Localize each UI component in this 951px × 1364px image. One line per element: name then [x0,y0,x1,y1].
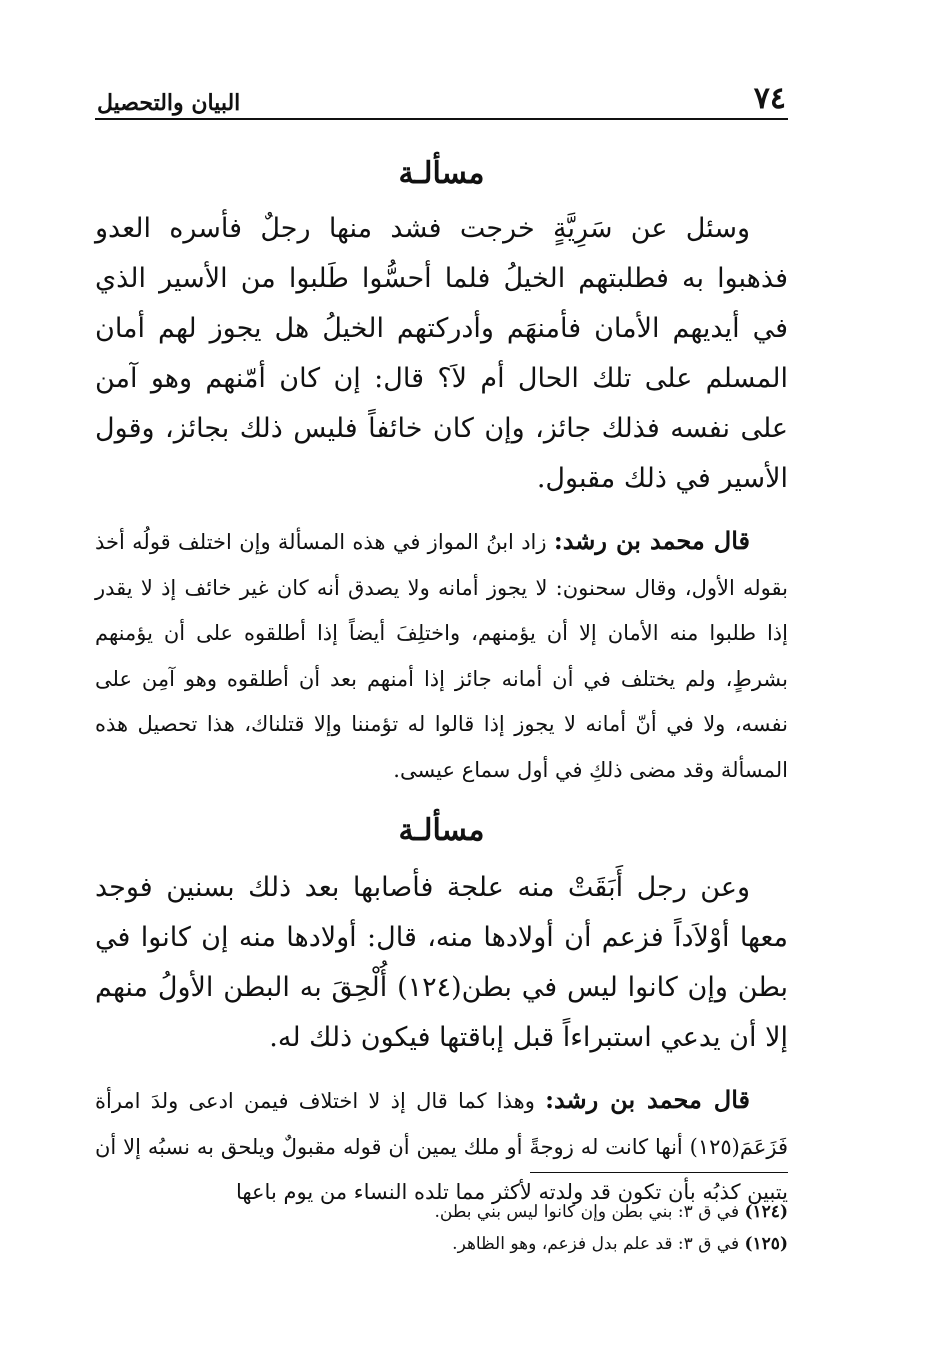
question-text: وسئل عن سَرِيَّةٍ خرجت فشد منها رجلٌ فأسره العدو فذهبوا به فطلبتهم الخيلُ فلما أحسُّوا طَلبوا من الأسير الذي في أيديهم الأمان فأمنهَم وأدركتهم الخيلُ هل يجوز لهم أمان المسلم على تلك الحال أم لاَ؟ قال: إن كان أمّنهم وهو آمن على نفسه فذلك جائز، وإن كان خائفاً فليس ذلك بجائز، وقول الأسير في ذلك مقبول. [95,213,788,494]
footnote-item [308,1228,788,1260]
question-text: وعن رجل أَبَقَتْ منه علجة فأصابها بعد ذلك بسنين فوجد معها أوْلاَداً فزعم أن أولادها منه، قال: أولادها منه إن كانوا في بطن وإن كانوا ليس في بطن(١٢٤) أُلْحِقَ به البطن الأولُ منهم إلا أن يدعي استبراءاً قبل إباقتها فيكون ذلك له. [95,872,788,1053]
question-paragraph [95,204,788,504]
footnote-text: في ق ٣: بني بطن وإن كانوا ليس بني بطن. [434,1202,740,1222]
commentary-paragraph [95,1077,788,1216]
footnote-divider [530,1172,788,1173]
book-page [95,70,788,1216]
commentary-text: وهذا كما قال إذ لا اختلاف فيمن ادعى ولدَ امرأة فَزَعَمَ(١٢٥) أنها كانت له زوجةً أو ملك يمين أن قوله مقبولٌ ويلحق به نسبُه إلا أن يتبين كذبُه بأن تكون قد ولدته لأكثر مما تلده النساء من يوم باعها [95,1089,788,1204]
footnote-number: (١٢٤) [744,1202,788,1222]
page-number: ٧٤ [753,81,786,116]
commentary-speaker: قال محمد بن رشد: [545,1085,750,1114]
footnote-item [308,1196,788,1228]
footnotes [308,1196,788,1260]
commentary-speaker: قال محمد بن رشد: [553,526,750,555]
footnote-number: (١٢٥) [744,1234,788,1254]
section-heading: مسألـة [398,156,485,191]
commentary-paragraph [95,518,788,793]
footnote-text: في ق ٣: قد علم بدل فزعم، وهو الظاهر. [452,1234,740,1254]
running-title: البيان والتحصيل [97,90,241,116]
section-heading: مسألـة [398,813,485,848]
question-paragraph [95,863,788,1063]
page-header [95,70,788,120]
commentary-text: زاد ابنُ المواز في هذه المسألة وإن اختلف قولُه أخذ بقوله الأول، وقال سحنون: لا يجوز أمانه ولا يصدق أنه كان غير خائف إذ لا يقدر إذا طلبوا منه الأمان إلا أن يؤمنهم، واختلِفَ أيضاً إذا أطلقوه على أن يؤمنهم بشرطٍ، ولم يختلف في أن أمانه جائز إذا أمنهم بعد أن أطلقوه وهو آمِن على نفسه، ولا في أنّ أمانه لا يجوز إذا قالوا له تؤمننا وإلا قتلناك، هذا تحصيل هذه المسألة وقد مضى ذلكِ في أول سماع عيسى. [95,530,788,782]
